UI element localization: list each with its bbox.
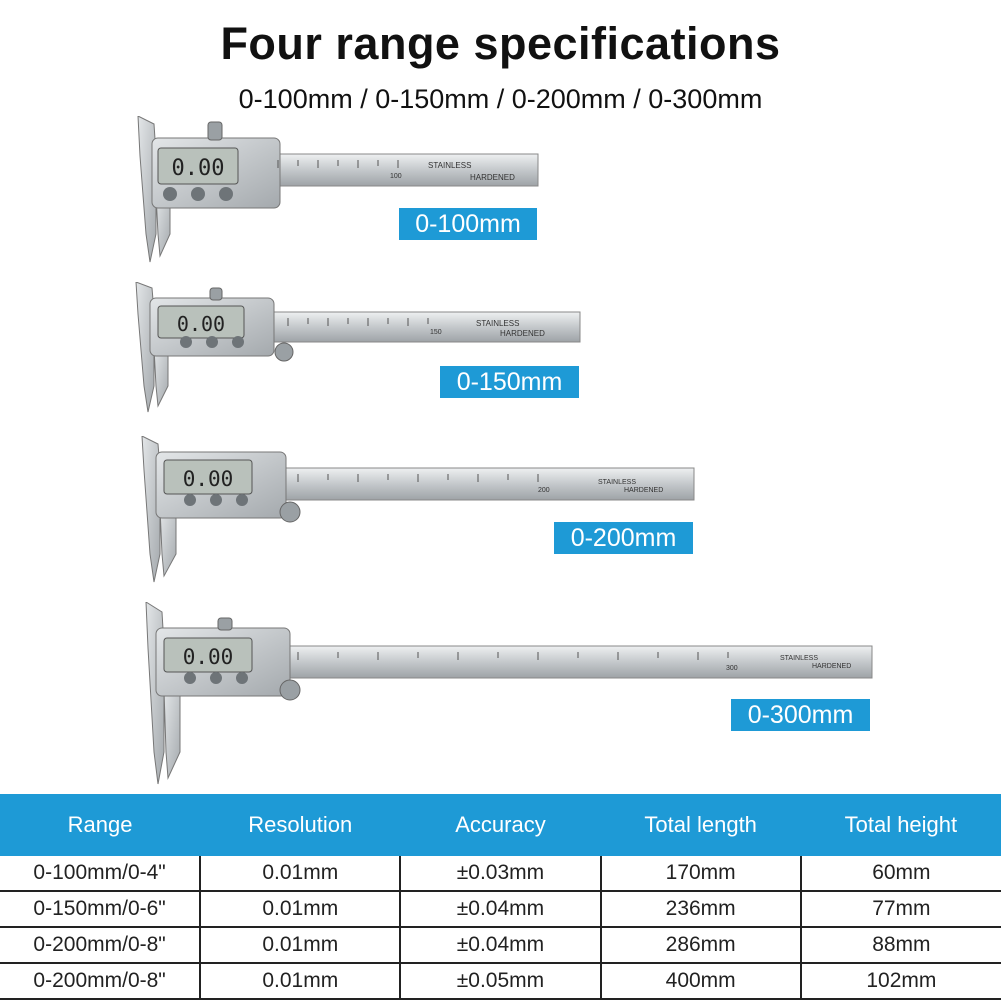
specs-table [0, 794, 1001, 1000]
cell-total-height: 88mm [801, 927, 1001, 963]
table-row [0, 856, 1001, 891]
caliper-300mm-bar-text-1: STAINLESS [780, 655, 818, 662]
caliper-100mm-scale-end: 100 [390, 173, 402, 180]
caliper-100mm-bar-text-2: HARDENED [470, 173, 515, 182]
range-label-150mm: 0-150mm [440, 366, 579, 398]
caliper-150mm-lcd-text: 0.00 [176, 312, 226, 336]
caliper-300mm-bar-text-2: HARDENED [812, 663, 852, 670]
caliper-200mm-bar-text-2: HARDENED [624, 487, 664, 494]
caliper-100mm-bar-text-1: STAINLESS [428, 161, 472, 170]
cell-total-height: 60mm [801, 856, 1001, 891]
caliper-100mm-lcd-text: 0.00 [171, 156, 225, 181]
page-title: Four range specifications [220, 18, 781, 69]
col-header-resolution: Resolution [200, 794, 400, 856]
cell-resolution: 0.01mm [200, 856, 400, 891]
cell-range: 0-200mm/0-8" [0, 927, 200, 963]
cell-range: 0-100mm/0-4" [0, 856, 200, 891]
caliper-150mm-bar-text-2: HARDENED [500, 329, 545, 338]
cell-total-height: 77mm [801, 891, 1001, 927]
cell-accuracy: ±0.04mm [400, 927, 600, 963]
cell-range: 0-200mm/0-8" [0, 963, 200, 999]
caliper-100mm-image [128, 116, 540, 264]
cell-resolution: 0.01mm [200, 927, 400, 963]
caliper-200mm-lcd-text: 0.00 [182, 467, 234, 491]
col-header-total-height: Total height [801, 794, 1001, 856]
caliper-300mm-image [128, 602, 874, 786]
range-label-300mm: 0-300mm [731, 699, 870, 731]
col-header-total-length: Total length [601, 794, 801, 856]
caliper-300mm-scale-end: 300 [726, 665, 738, 672]
cell-total-height: 102mm [801, 963, 1001, 999]
cell-total-length: 400mm [601, 963, 801, 999]
specs-header-row [0, 794, 1001, 856]
cell-accuracy: ±0.04mm [400, 891, 600, 927]
cell-resolution: 0.01mm [200, 963, 400, 999]
cell-accuracy: ±0.05mm [400, 963, 600, 999]
col-header-range: Range [0, 794, 200, 856]
table-row [0, 963, 1001, 999]
caliper-200mm-image [128, 436, 696, 584]
cell-range: 0-150mm/0-6" [0, 891, 200, 927]
cell-total-length: 170mm [601, 856, 801, 891]
page-subtitle: 0-100mm / 0-150mm / 0-200mm / 0-300mm [238, 84, 763, 114]
range-label-100mm: 0-100mm [399, 208, 537, 240]
table-row [0, 891, 1001, 927]
cell-accuracy: ±0.03mm [400, 856, 600, 891]
cell-resolution: 0.01mm [200, 891, 400, 927]
range-label-200mm: 0-200mm [554, 522, 693, 554]
col-header-accuracy: Accuracy [400, 794, 600, 856]
cell-total-length: 236mm [601, 891, 801, 927]
caliper-200mm-scale-end: 200 [538, 487, 550, 494]
caliper-200mm-bar-text-1: STAINLESS [598, 479, 636, 486]
caliper-150mm-scale-end: 150 [430, 329, 442, 336]
table-row [0, 927, 1001, 963]
cell-total-length: 286mm [601, 927, 801, 963]
caliper-150mm-bar-text-1: STAINLESS [476, 319, 520, 328]
caliper-300mm-lcd-text: 0.00 [182, 645, 234, 669]
